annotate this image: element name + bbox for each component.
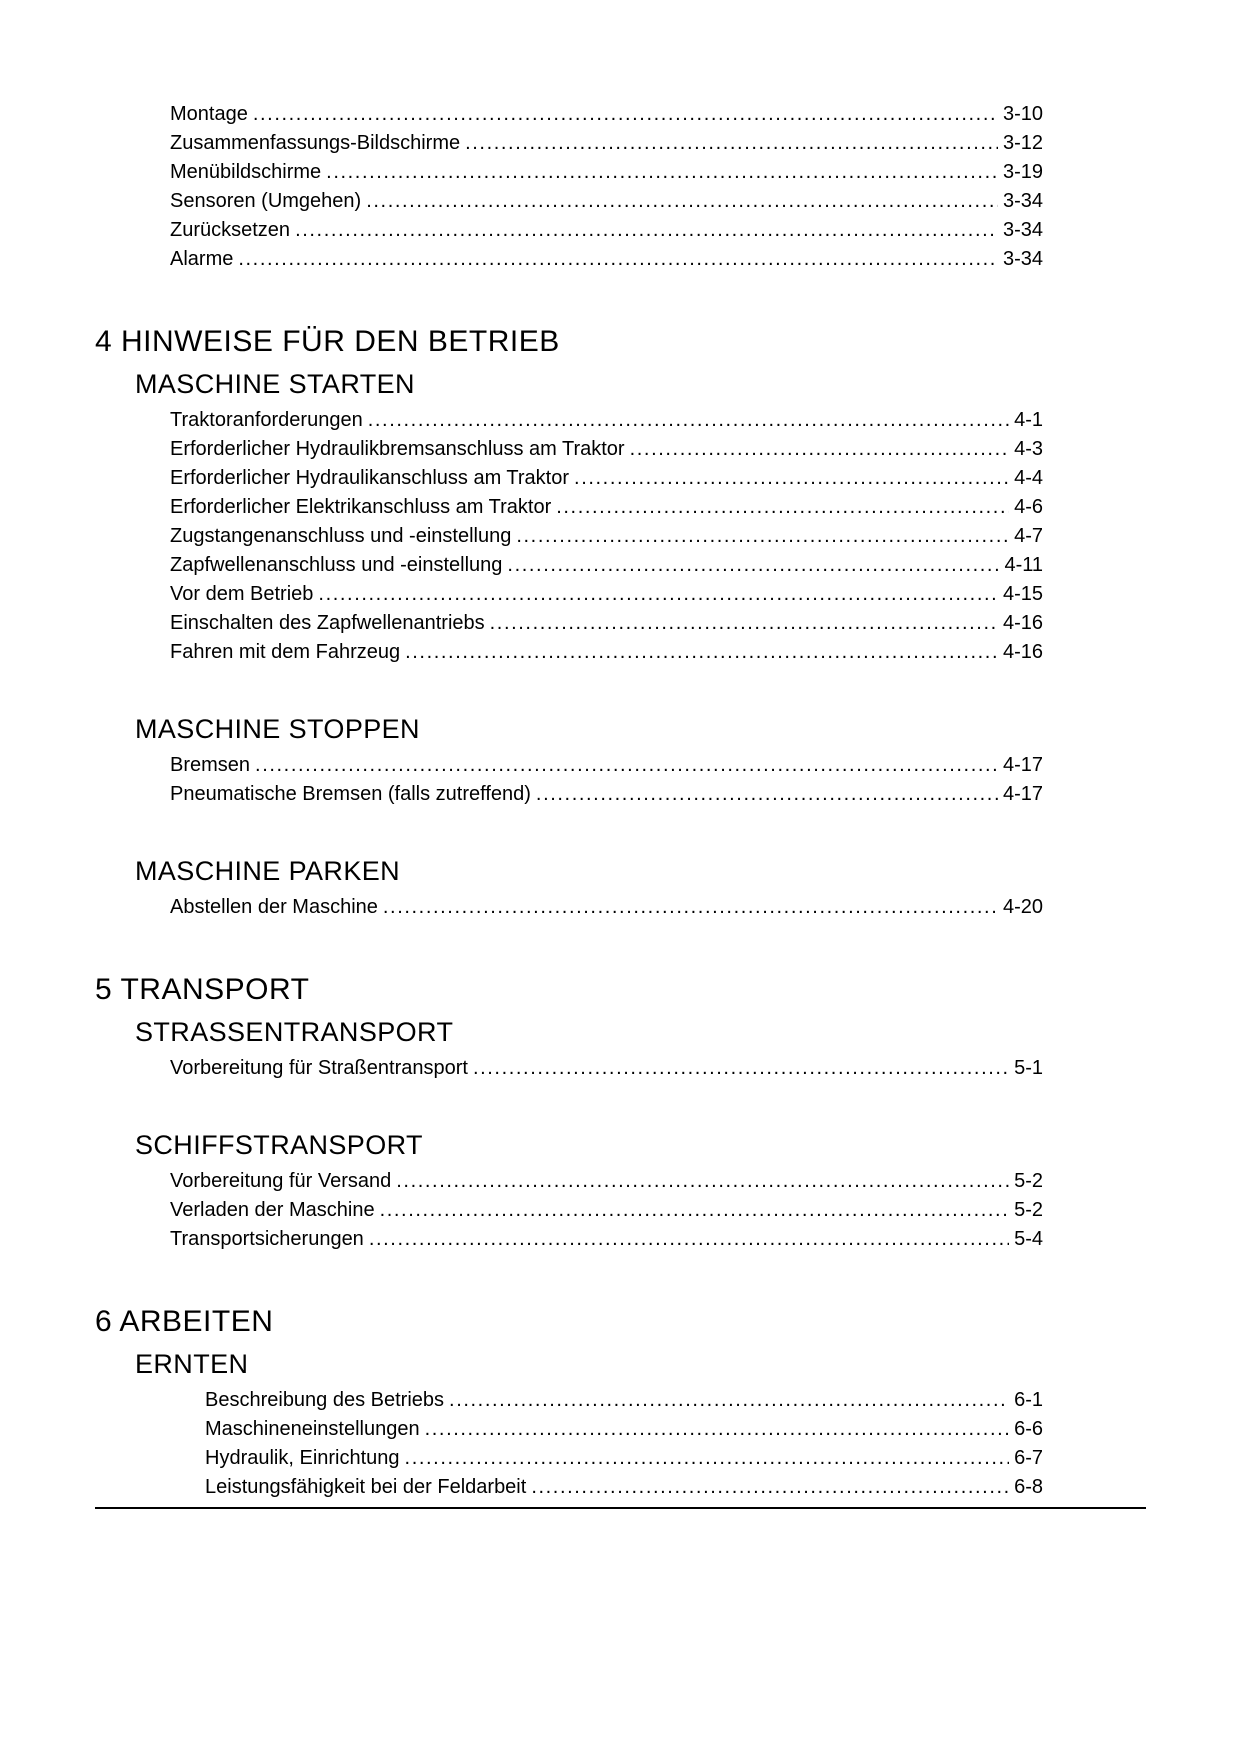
toc-entry [170,751,1043,780]
dot-leader [425,1415,1010,1444]
dot-leader [368,406,1009,435]
toc-entry-title: Zugstangenanschluss und -einstellung [170,525,512,547]
toc-entry [170,780,1043,809]
section-title: 4 HINWEISE FÜR DEN BETRIEB [95,325,560,358]
dot-leader [556,493,1009,522]
toc-entry [170,1167,1043,1196]
toc-entry-page: 4-3 [1014,438,1043,460]
section-title: 5 TRANSPORT [95,973,310,1006]
toc-entry-title: Maschineneinstellungen [205,1418,420,1440]
toc-entry-title: Erforderlicher Elektrikanschluss am Traktor [170,496,552,518]
subsection-title: MASCHINE STOPPEN [135,714,420,744]
dot-leader [630,435,1010,464]
toc-entry-page: 5-2 [1014,1199,1043,1221]
toc-entry-title: Leistungsfähigkeit bei der Feldarbeit [205,1476,527,1498]
subsection-title: MASCHINE PARKEN [135,856,401,886]
dot-leader [366,187,998,216]
toc-entry [170,1054,1043,1083]
toc-entry-page: 3-34 [1002,219,1043,241]
dot-leader [531,1473,1009,1502]
dot-leader [383,893,998,922]
toc-entry-page: 3-12 [1002,132,1043,154]
toc-entry [170,493,1043,522]
dot-leader [490,609,998,638]
toc-entry-title: Montage [170,103,248,125]
toc-subsection [95,1348,1043,1502]
subsection-title: ERNTEN [135,1349,249,1379]
toc-entry [205,1473,1043,1502]
toc-subsection [95,1016,1043,1083]
toc-entry-page: 4-16 [1002,612,1043,634]
toc-entry-page: 4-20 [1002,896,1043,918]
toc-entry [170,1225,1043,1254]
toc-entry-page: 6-8 [1014,1476,1043,1498]
toc-entry [170,100,1043,129]
subsection-title: SCHIFFSTRANSPORT [135,1130,423,1160]
toc-entry-page: 4-11 [1004,554,1043,576]
toc-entry [170,216,1043,245]
dot-leader [465,129,998,158]
toc-entry-page: 6-6 [1014,1418,1043,1440]
toc-entry [170,406,1043,435]
toc-entry [170,1196,1043,1225]
toc-section [95,1304,1043,1502]
toc-entry [170,158,1043,187]
dot-leader [396,1167,1009,1196]
toc-entry-title: Alarme [170,248,234,270]
toc-entry-page: 5-4 [1014,1228,1043,1250]
dot-leader [449,1386,1009,1415]
toc-subsection [95,713,1043,809]
toc-entry-title: Erforderlicher Hydraulikanschluss am Traktor [170,467,570,489]
toc-entry-title: Beschreibung des Betriebs [205,1389,445,1411]
toc-entry [170,464,1043,493]
toc-entry-title: Abstellen der Maschine [170,896,378,918]
toc-entry-page: 5-2 [1014,1170,1043,1192]
toc-section [95,324,1043,922]
toc-entry-page: 3-34 [1002,248,1043,270]
toc-entry-title: Fahren mit dem Fahrzeug [170,641,401,663]
dot-leader [238,245,998,274]
toc-entry-title: Vorbereitung für Versand [170,1170,392,1192]
toc-subsection [95,1129,1043,1254]
toc-entry-title: Sensoren (Umgehen) [170,190,362,212]
toc-section [95,972,1043,1254]
dot-leader [253,100,998,129]
toc-entry-title: Pneumatische Bremsen (falls zutreffend) [170,783,531,805]
toc-entry-page: 3-34 [1002,190,1043,212]
dot-leader [507,551,999,580]
toc-entry [170,522,1043,551]
dot-leader [405,638,998,667]
toc-entry-title: Menübildschirme [170,161,322,183]
toc-entry-title: Hydraulik, Einrichtung [205,1447,400,1469]
toc-entry-title: Verladen der Maschine [170,1199,375,1221]
subsection-title: MASCHINE STARTEN [135,369,415,399]
toc-entry-page: 3-19 [1002,161,1043,183]
toc-entry-page: 4-16 [1002,641,1043,663]
toc-entry-title: Bremsen [170,754,251,776]
toc-entry [205,1386,1043,1415]
dot-leader [405,1444,1010,1473]
toc-entry [170,638,1043,667]
dot-leader [516,522,1009,551]
toc-entry [170,129,1043,158]
toc-entry [170,187,1043,216]
dot-leader [380,1196,1010,1225]
toc-entry [205,1415,1043,1444]
subsection-title: STRASSENTRANSPORT [135,1017,454,1047]
toc-entry-title: Zurücksetzen [170,219,291,241]
toc-entry-page: 6-7 [1014,1447,1043,1469]
toc-entry-page: 4-17 [1002,783,1043,805]
toc-entry-title: Erforderlicher Hydraulikbremsanschluss am Traktor [170,438,625,460]
toc-entry-page: 4-6 [1014,496,1043,518]
footer-divider [95,1507,1146,1509]
toc-entry [170,245,1043,274]
toc-entry [170,893,1043,922]
toc-continued-entries [95,100,1043,274]
dot-leader [369,1225,1009,1254]
toc-sections [95,324,1043,1502]
toc-entry [170,609,1043,638]
dot-leader [318,580,998,609]
toc-entry-title: Zapfwellenanschluss und -einstellung [170,554,503,576]
toc-entry [170,435,1043,464]
dot-leader [574,464,1009,493]
toc-entry-title: Vor dem Betrieb [170,583,314,605]
dot-leader [326,158,998,187]
toc-entry-title: Zusammenfassungs-Bildschirme [170,132,461,154]
toc-subsection [95,855,1043,922]
toc-entry [170,580,1043,609]
toc-entry-page: 5-1 [1014,1057,1043,1079]
toc-entry-title: Einschalten des Zapfwellenantriebs [170,612,485,634]
toc-entry-title: Transportsicherungen [170,1228,364,1250]
dot-leader [295,216,998,245]
toc-entry-page: 4-1 [1014,409,1043,431]
toc-entry-page: 4-7 [1014,525,1043,547]
dot-leader [255,751,998,780]
toc-subsection [95,368,1043,667]
toc-entry-page: 4-17 [1002,754,1043,776]
toc-entry-page: 4-15 [1002,583,1043,605]
toc-entry-title: Traktoranforderungen [170,409,363,431]
section-title: 6 ARBEITEN [95,1305,274,1338]
toc-entry-title: Vorbereitung für Straßentransport [170,1057,468,1079]
dot-leader [473,1054,1009,1083]
toc-entry-page: 4-4 [1014,467,1043,489]
toc-entry-page: 3-10 [1002,103,1043,125]
toc-entry [170,551,1043,580]
toc-entry-page: 6-1 [1014,1389,1043,1411]
dot-leader [536,780,998,809]
toc-entry [205,1444,1043,1473]
